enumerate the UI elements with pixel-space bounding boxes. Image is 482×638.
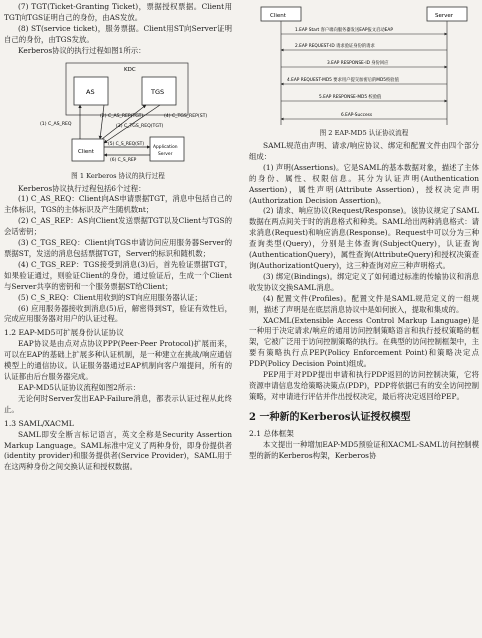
msg-c-tgs-req: (3) C_TGS_REQ(TGT) [116, 123, 164, 129]
kdc-label: KDC [124, 66, 136, 73]
paragraph-assertions: (1) 声明(Assertions)。它是SAML的基本数据对象，描述了主体的身份、属性、权限信息。其分为认证声明(Authentication Assertion)，属性声明(Attribute Assertion)，授权决定声明(Authorization Decision Assertion)。 [249, 162, 479, 205]
fig2-msg-4: 4.EAP REQUEST-MD5 要求用户提交加密后的MD5校验值 [287, 78, 399, 83]
arrow-c-as-rep [100, 105, 104, 139]
paragraph-steps-intro: Kerberos协议执行过程包括6个过程： [18, 183, 146, 193]
paragraph-tgt: (7) TGT(Ticket-Granting Ticket)，票据授权票据。Client用TGT向TGS证明自己的身份，由AS发放。 [4, 2, 232, 22]
left-column [4, 0, 232, 473]
fig2-client-label: Client [270, 13, 286, 19]
msg-c-tgs-rep: (4) C_TGS_REP(ST) [164, 113, 208, 119]
paragraph-framework: 本文提出一种增加EAP-MD5预验证和XACML-SAML访问控制模型的新的Kerberos构架，Kerberos协 [249, 439, 479, 460]
msg-c-s-rep: (6) C_S_REP [110, 157, 137, 163]
right-column [249, 0, 479, 462]
application-server-label-2: Server [158, 151, 173, 157]
arrow-c-tgs-req [102, 105, 146, 139]
fig2-msg-3: 3.EAP RESPONSE-ID 身份回应 [327, 61, 389, 66]
section-heading-2-1: 2.1 总体框架 [249, 428, 294, 438]
msg-c-as-rep: (2) C_AS_REP(TGT) [100, 113, 144, 119]
tgs-label: TGS [151, 87, 165, 96]
figure-1-kerberos-diagram [4, 59, 232, 171]
as-label: AS [86, 87, 95, 96]
paragraph-saml-spec: SAML规范由声明、请求/响应协议、绑定和配置文件由四个部分组成： [249, 141, 479, 161]
application-server-label: Application [153, 144, 178, 150]
paragraph-xacml: XACML(Extensible Access Control Markup Language)是一种用于决定请求/响应的通用访问控制策略语言和执行授权策略的框架，它被广泛用于访问控制策略的执行。在典型的访问控制框架中，主要有策略执行点PEP(Policy Enforcement Point)和策略决定点PDP(Policy Decision Point)组成。 [249, 315, 479, 369]
fig2-msg-2: 2.EAP REQUEST-ID 请求验证身份的请求 [295, 44, 375, 49]
fig2-msg-5: 5.EAP RESPONSE-MD5 校验值 [319, 95, 382, 100]
figure-1-caption: 图 1 Kerberos 协议的执行过程 [71, 171, 165, 180]
paragraph-eap-1: EAP协议是由点对点协议PPP(Peer-Peer Protocol)扩展而来，可以在EAP的基础上扩展多种认证机制，是一种建立在挑战/响应通信模型上的通信协议。认证服务器通过EAP机制向客户端提问，所有的认证都由后台服务器完成。 [4, 339, 232, 382]
section-heading-2: 2 一种新的Kerberos认证授权模型 [249, 411, 411, 423]
fig2-msg-1: 1.EAP Start 客户端向服务器发送EAP报文启动EAP [295, 28, 393, 33]
fig2-msg-6: 6.EAP-Success [341, 113, 373, 118]
client-label: Client [78, 148, 94, 155]
paragraph-step-1: (1) C_AS_REQ：Client向AS申请票据TGT，消息中包括自己的主体标识，TGS的主体标识及产生随机数nt； [4, 194, 232, 215]
paragraph-bindings: (3) 绑定(Bindings)。绑定定义了如何通过标准的传输协议和消息收发协议交换SAML消息。 [249, 271, 479, 292]
paragraph-eap-2: EAP-MD5认证协议流程如图2所示： [18, 382, 140, 392]
paragraph-step-3: (3) C_TGS_REQ：Client向TGS申请访问应用服务器Server的票据ST，发送的消息包括票据TGT，Server的标识和随机数； [4, 238, 232, 258]
msg-c-s-req: (5) C_S_REQ(ST) [108, 141, 145, 147]
section-heading-1-3: 1.3 SAML/XACML [4, 418, 74, 428]
paragraph-request-response: (2) 请求、响应协议(Request/Response)。该协议规定了SAML数据在两点间关于时的消息格式和种类。SAML给出两种消息格式：请求消息(Request)和响应消息(Response)。Request中可以分为三种查询类型(Query)，分别是主体查询(SubjectQuery)，认证查询(AuthenticationQuery)，属性查询(AttributeQuery)和授权决策查询(AuthorizationtQuery)，这三种查询对应三种声明格式。 [249, 206, 479, 270]
msg-c-as-req: (1) C_AS_REQ [40, 121, 72, 127]
section-heading-1-2: 1.2 EAP-MD5可扩展身份认证协议 [4, 328, 124, 338]
paragraph-pep: PEP用于对PDP提出申请和执行PDP返回的访问控制决策，它将资源申请信息发给策略决策点(PDP)，PDP将依据已有的安全访问控制策略，对申请进行评估并作出授权决定，最后将决定返回给PEP。 [249, 370, 479, 401]
paragraph-step-6: (6) 应用服务器接收到消息(5)后，解密得到ST，验证有效性后，完成应用服务器对用户的认证过程。 [4, 303, 232, 324]
paragraph-saml-1: SAML即安全断言标记语言，英文全称是Security Assertion Markup Language。SAML标准中定义了两种身份，即身份提供者(identity provider)和服务提供者(Service Provider)，SAML用于在这两种身份之间交换认证和授权数据。 [4, 429, 232, 472]
figure-2-caption: 图 2 EAP-MD5 认证协议流程 [319, 129, 409, 137]
paragraph-step-2: (2) C_AS_REP：AS向Client发送票据TGT以及Client与TGS的会话密钥； [4, 216, 232, 237]
paragraph-fig1-intro: Kerberos协议的执行过程如图1所示： [18, 45, 146, 55]
figure-2-eap-md5-diagram [249, 3, 479, 128]
fig2-server-label: Server [435, 13, 454, 19]
paragraph-step-5: (5) C_S_REQ：Client用收到的ST向应用服务器认证； [18, 292, 202, 302]
paragraph-step-4: (4) C_TGS_REP：TGS接受到消息(3)后，首先验证票据TGT，如果验证通过，则验证Client的身份，通过验证后，生成一个Client与Server共享的密钥和一个服务票据ST给Client； [4, 259, 232, 291]
paragraph-profiles: (4) 配置文件(Profiles)。配置文件是SAML规范定义的一组规则，描述了声明是在底层消息协议中是如何嵌入，提取和集成的。 [249, 293, 479, 314]
paragraph-st: (8) ST(service ticket)，服务票据。Client用ST向Server证明自己的身份，由TGS发放。 [4, 23, 232, 44]
paragraph-eap-3: 无论何时Server发出EAP-Failure消息，都表示认证过程从此终止。 [4, 393, 232, 414]
